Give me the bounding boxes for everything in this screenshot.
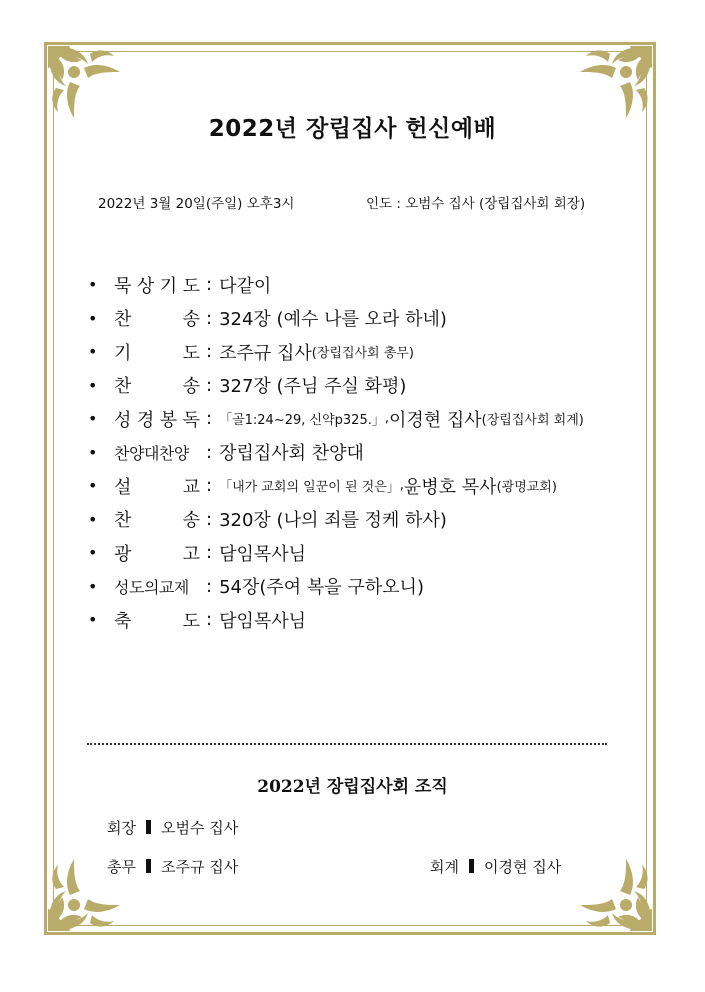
label-char: 도 [182, 610, 200, 632]
org-member-treasurer [430, 856, 561, 877]
program-item-content: 이경현 집사 [388, 409, 482, 431]
label-char: 고 [182, 543, 200, 565]
program-item-label [114, 473, 200, 499]
program-colon: : [206, 408, 213, 430]
dotted-divider [87, 743, 607, 745]
program-item-scripture: 「내가 교회의 일꾼이 된 것은」 [219, 480, 400, 496]
label-char: 대 [143, 443, 159, 463]
program-item-content: 담임목사님 [219, 543, 307, 565]
program-item-content: 324장 (예수 나를 오라 하네) [219, 309, 447, 331]
bullet-icon: • [88, 442, 98, 462]
bullet-icon: • [88, 576, 98, 596]
org-role: 회계 [430, 858, 459, 876]
org-member-secretary [107, 856, 238, 877]
bullet-icon: • [88, 509, 98, 529]
program-item [88, 603, 648, 637]
label-char: 도 [128, 577, 144, 597]
label-char: 묵 [114, 275, 132, 297]
label-char: 축 [114, 610, 132, 632]
service-leader: 인도 : 오범수 집사 (장립집사회 회장) [366, 196, 586, 212]
org-name: 조주규 집사 [160, 858, 239, 876]
label-char: 찬 [114, 376, 132, 398]
bullet-icon: • [88, 610, 98, 630]
bullet-icon: • [88, 543, 98, 563]
label-char: 교 [158, 577, 174, 597]
program-item-scripture: 「골1:24~29, 신약p325.」 [219, 413, 385, 429]
org-name: 이경현 집사 [483, 858, 562, 876]
program-colon: : [206, 609, 213, 631]
program-item-content: 윤병호 목사 [403, 476, 497, 498]
program-item [88, 436, 648, 470]
label-char: 찬 [158, 443, 174, 463]
corner-ornament-icon [576, 855, 656, 935]
program-item-label [114, 339, 200, 365]
label-char: 송 [182, 376, 200, 398]
bullet-icon: • [88, 275, 98, 295]
program-item-label [114, 506, 200, 532]
bullet-icon: • [88, 342, 98, 362]
program-item [88, 469, 648, 503]
service-date: 2022년 3월 20일(주일) 오후3시 [98, 196, 295, 212]
label-char: 제 [173, 577, 189, 597]
label-char: 광 [114, 543, 132, 565]
program-item [88, 268, 648, 302]
program-item [88, 503, 648, 537]
label-char: 도 [182, 342, 200, 364]
label-char: 양 [128, 443, 144, 463]
label-char: 송 [182, 309, 200, 331]
program-colon: : [206, 542, 213, 564]
label-char: 경 [136, 409, 155, 431]
label-char: 양 [173, 443, 189, 463]
program-colon: : [206, 475, 213, 497]
bar-marker-icon [469, 859, 474, 873]
label-char: 기 [159, 275, 178, 297]
org-member-president [107, 817, 238, 838]
program-item-label [114, 540, 200, 566]
program-item-content: 327장 (주님 주실 화평) [219, 376, 407, 398]
org-role: 회장 [107, 819, 136, 837]
program-item-label [114, 372, 200, 398]
label-char: 찬 [114, 510, 132, 532]
label-char: 기 [114, 342, 132, 364]
program-item [88, 369, 648, 403]
program-item [88, 570, 648, 604]
program-item [88, 402, 648, 436]
label-char: 도 [182, 275, 200, 297]
program-item-label [114, 441, 200, 464]
bullet-icon: • [88, 409, 98, 429]
label-char: 교 [182, 476, 200, 498]
label-char: 송 [182, 510, 200, 532]
program-colon: : [206, 274, 213, 296]
bar-marker-icon [146, 859, 151, 873]
organization-title: 2022년 장립집사회 조직 [257, 777, 448, 797]
bullet-icon: • [88, 375, 98, 395]
program-item-content: 다같이 [219, 275, 272, 297]
separator: , [399, 478, 404, 494]
program-colon: : [206, 307, 213, 329]
program-item-content: 조주규 집사 [219, 342, 312, 364]
program-item-label [114, 575, 200, 598]
program-item [88, 536, 648, 570]
label-char: 상 [136, 275, 155, 297]
label-char: 찬 [114, 309, 132, 331]
label-char: 성 [114, 577, 129, 597]
label-char: 독 [182, 409, 200, 431]
program-colon: : [206, 374, 213, 396]
label-char: 성 [114, 409, 132, 431]
program-item-content: 54장(주여 복을 구하오니) [219, 577, 424, 599]
org-name: 오범수 집사 [160, 819, 239, 837]
bar-marker-icon [146, 820, 151, 834]
label-char: 의 [143, 577, 159, 597]
org-role: 총무 [107, 858, 136, 876]
program-item [88, 335, 648, 369]
label-char: 찬 [114, 443, 129, 463]
bullet-icon: • [88, 476, 98, 496]
program-item-content: 담임목사님 [219, 610, 307, 632]
program-colon: : [206, 508, 213, 530]
program-item-content: 장립집사회 찬양대 [219, 443, 364, 465]
label-char: 설 [114, 476, 132, 498]
page-title: 2022년 장립집사 헌신예배 [208, 116, 497, 142]
program-item-content: 320장 (나의 죄를 정케 하사) [219, 510, 447, 532]
program-item-note: (장립집사회 회계) [481, 413, 584, 429]
separator: , [384, 411, 389, 427]
program-item-note: (광명교회) [496, 480, 557, 496]
bullet-icon: • [88, 308, 98, 328]
label-char: 봉 [159, 409, 178, 431]
program-list [88, 268, 648, 637]
program-item-label [114, 305, 200, 331]
program-item-label [114, 406, 200, 432]
program-item-note: (장립집사회 총무) [311, 346, 414, 362]
program-item [88, 302, 648, 336]
program-colon: : [206, 341, 213, 363]
program-colon: : [206, 441, 213, 463]
program-item-label [114, 607, 200, 633]
program-item-label [114, 272, 200, 298]
program-colon: : [206, 575, 213, 597]
